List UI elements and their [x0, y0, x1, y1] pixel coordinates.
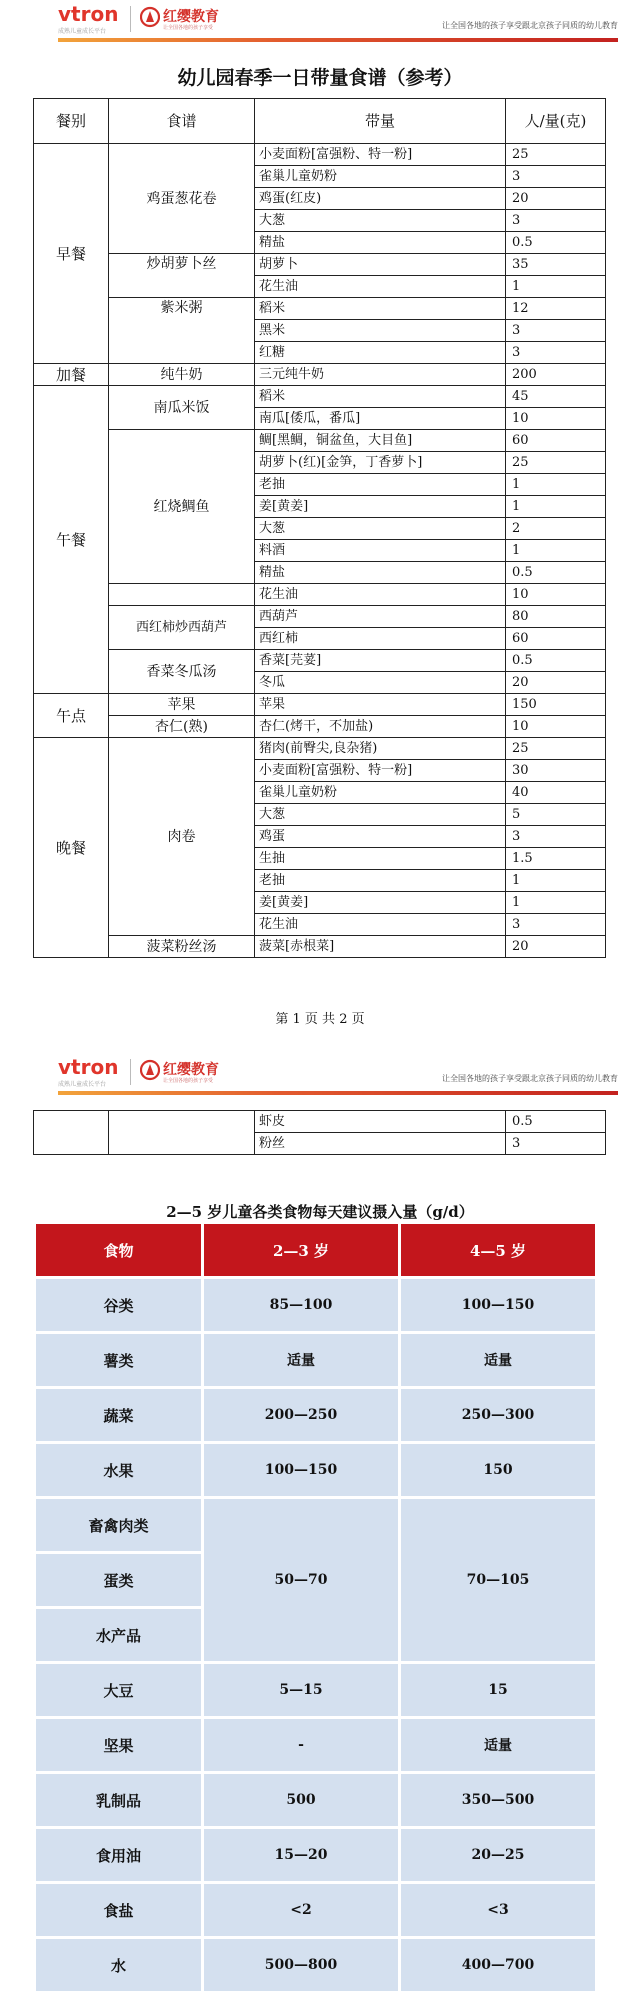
item-cell: 花生油 — [255, 914, 506, 936]
amount-cell: 0.5 — [506, 1111, 606, 1133]
amount-cell: 3 — [506, 342, 606, 364]
amount-cell: 3 — [506, 1133, 606, 1155]
logo-divider — [130, 6, 131, 32]
item-cell: 胡萝卜(红)[金笋，丁香萝卜] — [255, 452, 506, 474]
table-row — [36, 1444, 595, 1496]
item-cell: 黑米 — [255, 320, 506, 342]
intake-header-row — [36, 1224, 595, 1276]
header-bar — [58, 38, 618, 42]
amount-cell: 3 — [506, 826, 606, 848]
header-slogan: 让全国各地的孩子享受跟北京孩子同质的幼儿教育 — [442, 1074, 618, 1083]
header-amount: 人/量(克) — [506, 99, 606, 144]
item-cell: 雀巢儿童奶粉 — [255, 782, 506, 804]
food-cell: 水产品 — [36, 1609, 201, 1661]
item-cell: 鲷[黑鲷，铜盆鱼，大目鱼] — [255, 430, 506, 452]
item-cell: 大葱 — [255, 804, 506, 826]
dish-cell: 香菜冬瓜汤 — [109, 650, 255, 694]
food-cell: 大豆 — [36, 1664, 201, 1716]
value-cell: 100—150 — [204, 1444, 398, 1496]
page-header-2 — [0, 1053, 640, 1093]
food-cell: 食用油 — [36, 1829, 201, 1881]
meal-cell — [34, 1111, 109, 1155]
meal-cell: 加餐 — [34, 364, 109, 386]
item-cell: 鸡蛋 — [255, 826, 506, 848]
dish-cell: 鸡蛋葱花卷 — [109, 144, 255, 254]
table-row — [36, 1279, 595, 1331]
value-cell: 15 — [401, 1664, 595, 1716]
value-cell: 200—250 — [204, 1389, 398, 1441]
food-cell: 水 — [36, 1939, 201, 1991]
item-cell: 杏仁(烤干，不加盐) — [255, 716, 506, 738]
table-row — [36, 1334, 595, 1386]
amount-cell: 40 — [506, 782, 606, 804]
food-cell: 乳制品 — [36, 1774, 201, 1826]
table-row — [36, 1719, 595, 1771]
amount-cell: 3 — [506, 166, 606, 188]
dish-cell: 南瓜米饭 — [109, 386, 255, 430]
amount-cell: 60 — [506, 628, 606, 650]
food-cell: 薯类 — [36, 1334, 201, 1386]
dish-cell: 纯牛奶 — [109, 364, 255, 386]
vtron-tagline: 成熟儿童成长平台 — [58, 1081, 107, 1088]
table-row — [34, 298, 606, 320]
amount-cell: 0.5 — [506, 562, 606, 584]
intake-table — [33, 1221, 598, 1994]
header-age-4-5: 4—5 岁 — [401, 1224, 595, 1276]
value-cell: 250—300 — [401, 1389, 595, 1441]
item-cell: 生抽 — [255, 848, 506, 870]
table-row — [36, 1884, 595, 1936]
value-cell: 20—25 — [401, 1829, 595, 1881]
amount-cell: 60 — [506, 430, 606, 452]
table-row — [34, 716, 606, 738]
table-row — [34, 606, 606, 628]
amount-cell: 30 — [506, 760, 606, 782]
amount-cell: 3 — [506, 914, 606, 936]
item-cell: 香菜[芫荽] — [255, 650, 506, 672]
meal-cell: 晚餐 — [34, 738, 109, 958]
menu-table — [33, 98, 606, 958]
value-cell: 150 — [401, 1444, 595, 1496]
table-row — [34, 650, 606, 672]
amount-cell: 80 — [506, 606, 606, 628]
table-row — [34, 386, 606, 408]
dish-cell — [109, 584, 255, 606]
item-cell: 稻米 — [255, 298, 506, 320]
value-cell: 400—700 — [401, 1939, 595, 1991]
amount-cell: 3 — [506, 320, 606, 342]
amount-cell: 1.5 — [506, 848, 606, 870]
page-title: 幼儿园春季一日带量食谱（参考） — [177, 67, 463, 89]
item-cell: 鸡蛋(红皮) — [255, 188, 506, 210]
amount-cell: 20 — [506, 936, 606, 958]
table-row — [34, 694, 606, 716]
amount-cell: 25 — [506, 452, 606, 474]
table-row — [34, 584, 606, 606]
item-cell: 花生油 — [255, 584, 506, 606]
table-row — [36, 1829, 595, 1881]
meal-cell: 午点 — [34, 694, 109, 738]
hongying-name: 红缨教育 — [163, 1062, 219, 1078]
meal-cell: 早餐 — [34, 144, 109, 364]
menu-header-row — [34, 99, 606, 144]
amount-cell: 5 — [506, 804, 606, 826]
amount-cell: 0.5 — [506, 650, 606, 672]
amount-cell: 20 — [506, 672, 606, 694]
amount-cell: 25 — [506, 144, 606, 166]
amount-cell: 10 — [506, 584, 606, 606]
amount-cell: 35 — [506, 254, 606, 276]
amount-cell: 3 — [506, 210, 606, 232]
table-row — [36, 1774, 595, 1826]
table-row — [34, 144, 606, 166]
page-number: 第 1 页 共 2 页 — [275, 1012, 365, 1027]
item-cell: 南瓜[倭瓜，番瓜] — [255, 408, 506, 430]
amount-cell: 10 — [506, 408, 606, 430]
item-cell: 大葱 — [255, 210, 506, 232]
amount-cell: 1 — [506, 276, 606, 298]
value-cell: 500 — [204, 1774, 398, 1826]
item-cell: 小麦面粉[富强粉、特一粉] — [255, 760, 506, 782]
table-row — [36, 1389, 595, 1441]
table-row — [36, 1499, 595, 1551]
table-row — [34, 430, 606, 452]
item-cell: 雀巢儿童奶粉 — [255, 166, 506, 188]
value-cell: <2 — [204, 1884, 398, 1936]
food-cell: 蛋类 — [36, 1554, 201, 1606]
table-row — [34, 738, 606, 760]
value-cell: 500—800 — [204, 1939, 398, 1991]
header-food: 食物 — [36, 1224, 201, 1276]
hongying-sub: 让全国各地的孩子享受 — [163, 25, 214, 31]
value-cell: 85—100 — [204, 1279, 398, 1331]
table-row — [34, 254, 606, 276]
food-cell: 蔬菜 — [36, 1389, 201, 1441]
dish-cell: 杏仁(熟) — [109, 716, 255, 738]
item-cell: 三元纯牛奶 — [255, 364, 506, 386]
food-cell: 坚果 — [36, 1719, 201, 1771]
table-row — [34, 1111, 606, 1133]
page-header — [0, 0, 640, 40]
amount-cell: 1 — [506, 474, 606, 496]
item-cell: 小麦面粉[富强粉、特一粉] — [255, 144, 506, 166]
logo-divider — [130, 1059, 131, 1085]
amount-cell: 1 — [506, 496, 606, 518]
dish-cell: 肉卷 — [109, 738, 255, 936]
value-cell: 100—150 — [401, 1279, 595, 1331]
food-cell: 谷类 — [36, 1279, 201, 1331]
hongying-mark-icon — [140, 1059, 160, 1081]
item-cell: 大葱 — [255, 518, 506, 540]
dish-cell: 红烧鲷鱼 — [109, 430, 255, 584]
vtron-logo: vtron — [58, 2, 119, 26]
value-cell: 适量 — [204, 1334, 398, 1386]
item-cell: 冬瓜 — [255, 672, 506, 694]
hongying-mark-icon — [140, 6, 160, 28]
item-cell: 精盐 — [255, 232, 506, 254]
table-row — [36, 1939, 595, 1991]
dish-cell — [109, 1111, 255, 1155]
header-bar — [58, 1091, 618, 1095]
amount-cell: 10 — [506, 716, 606, 738]
dish-cell: 炒胡萝卜丝 — [109, 254, 255, 298]
amount-cell: 12 — [506, 298, 606, 320]
item-cell: 粉丝 — [255, 1133, 506, 1155]
item-cell: 胡萝卜 — [255, 254, 506, 276]
dish-cell: 西红柿炒西葫芦 — [109, 606, 255, 650]
menu-table-continued — [33, 1110, 606, 1155]
item-cell: 虾皮 — [255, 1111, 506, 1133]
table-row — [34, 364, 606, 386]
item-cell: 西红柿 — [255, 628, 506, 650]
table-row — [34, 936, 606, 958]
amount-cell: 2 — [506, 518, 606, 540]
item-cell: 姜[黄姜] — [255, 496, 506, 518]
value-cell: 5—15 — [204, 1664, 398, 1716]
item-cell: 姜[黄姜] — [255, 892, 506, 914]
header-item: 带量 — [255, 99, 506, 144]
item-cell: 菠菜[赤根菜] — [255, 936, 506, 958]
amount-cell: 0.5 — [506, 232, 606, 254]
header-meal: 餐别 — [34, 99, 109, 144]
vtron-tagline: 成熟儿童成长平台 — [58, 28, 107, 35]
amount-cell: 200 — [506, 364, 606, 386]
item-cell: 老抽 — [255, 870, 506, 892]
hongying-sub: 让全国各地的孩子享受 — [163, 1078, 214, 1084]
value-cell: 适量 — [401, 1334, 595, 1386]
meal-cell: 午餐 — [34, 386, 109, 694]
value-cell: 350—500 — [401, 1774, 595, 1826]
header-slogan: 让全国各地的孩子享受跟北京孩子同质的幼儿教育 — [442, 21, 618, 30]
item-cell: 稻米 — [255, 386, 506, 408]
amount-cell: 1 — [506, 540, 606, 562]
dish-cell: 菠菜粉丝汤 — [109, 936, 255, 958]
dish-cell: 紫米粥 — [109, 298, 255, 364]
amount-cell: 45 — [506, 386, 606, 408]
item-cell: 料酒 — [255, 540, 506, 562]
amount-cell: 1 — [506, 892, 606, 914]
vtron-logo: vtron — [58, 1055, 119, 1079]
hongying-name: 红缨教育 — [163, 9, 219, 25]
item-cell: 苹果 — [255, 694, 506, 716]
food-cell: 食盐 — [36, 1884, 201, 1936]
amount-cell: 25 — [506, 738, 606, 760]
food-cell: 畜禽肉类 — [36, 1499, 201, 1551]
food-cell: 水果 — [36, 1444, 201, 1496]
amount-cell: 1 — [506, 870, 606, 892]
amount-cell: 150 — [506, 694, 606, 716]
item-cell: 红糖 — [255, 342, 506, 364]
item-cell: 精盐 — [255, 562, 506, 584]
dish-cell: 苹果 — [109, 694, 255, 716]
value-cell: 70—105 — [401, 1499, 595, 1661]
value-cell: 50—70 — [204, 1499, 398, 1661]
intake-title: 2—5 岁儿童各类食物每天建议摄入量（g/d） — [166, 1203, 474, 1221]
item-cell: 老抽 — [255, 474, 506, 496]
value-cell: - — [204, 1719, 398, 1771]
value-cell: 15—20 — [204, 1829, 398, 1881]
header-age-2-3: 2—3 岁 — [204, 1224, 398, 1276]
header-dish: 食谱 — [109, 99, 255, 144]
table-row — [36, 1664, 595, 1716]
item-cell: 猪肉(前臀尖,良杂猪) — [255, 738, 506, 760]
item-cell: 西葫芦 — [255, 606, 506, 628]
value-cell: 适量 — [401, 1719, 595, 1771]
value-cell: <3 — [401, 1884, 595, 1936]
item-cell: 花生油 — [255, 276, 506, 298]
amount-cell: 20 — [506, 188, 606, 210]
